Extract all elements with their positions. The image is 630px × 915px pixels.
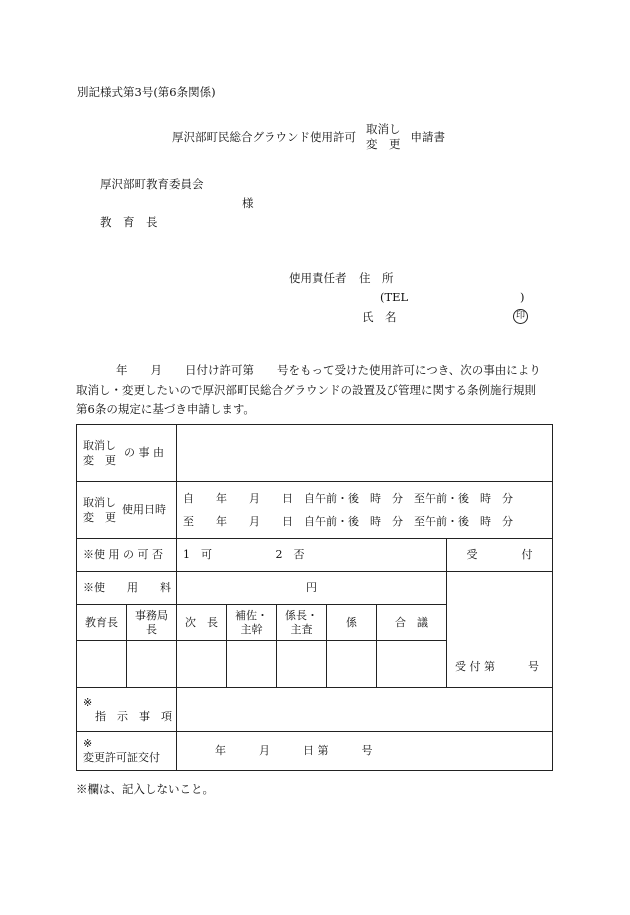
body-line-3: 第6条の規定に基づき申請します。 [76,402,255,416]
dates-label: 使用日時 [122,503,166,516]
stamp-head-deputy: 次 長 [177,605,227,641]
issuance-value: 年 月 日 第 号 [215,744,373,757]
title-option-cancel: 取消し [366,122,401,136]
fee-label: ※使 用 料 [77,572,177,605]
issuance-input[interactable] [177,732,553,771]
dates-label-cell [77,482,177,539]
stamp-head-section-chief [277,605,327,641]
receipt-stamp-cell [447,572,553,688]
date-from-row: 自 年 月 日 自午前・後 時 分 至午前・後 時 分 [183,492,513,505]
stamp-box-section-chief[interactable] [277,641,327,688]
tel-close: ) [520,290,525,304]
date-to-row: 至 年 月 日 自午前・後 時 分 至午前・後 時 分 [183,515,513,528]
stamp-box-assistant[interactable] [227,641,277,688]
reason-option-cancel: 取消し [83,439,116,452]
approval-no: 2 否 [275,548,305,561]
reason-option-change: 変 更 [83,454,116,467]
stamp-head-staff: 係 [327,605,377,641]
instructions-input[interactable] [177,688,553,732]
approval-yes: 1 可 [183,548,212,561]
reason-label-cell [77,425,177,482]
instructions-mark: ※ [83,695,93,709]
seal-circle: 印 [513,309,528,324]
title-main: 厚沢部町民総合グラウンド使用許可 [172,130,356,144]
reason-input[interactable] [177,425,553,482]
applicant-role: 使用責任者 [289,271,347,285]
stamp-box-consultation[interactable] [377,641,447,688]
stamp-head-assistant [227,605,277,641]
tel-open: (TEL [380,290,409,304]
form-number: 別記様式第3号(第6条関係) [77,85,216,99]
name-label: 氏 名 [362,310,397,324]
instructions-label-cell [77,688,177,732]
stamp-head-office-chief-2: 長 [146,622,157,636]
stamp-head-office-chief-1: 事務局 [135,608,168,622]
title-option-change: 変 更 [366,137,401,151]
stamp-head-section-chief-2: 主査 [290,622,313,636]
stamp-head-section-chief-1: 係長・ [285,608,318,622]
stamp-box-superintendent[interactable] [77,641,127,688]
fee-input[interactable] [177,572,447,605]
seal-mark [513,307,528,324]
form-title [172,122,445,152]
approval-options[interactable] [177,539,447,572]
body-line-1: 年 月 日付け許可第 号をもって受けた使用許可につき、次の事由により [116,363,541,377]
reason-label: の 事 由 [124,446,164,459]
receipt-number: 受 付 第 号 [455,660,539,673]
fee-unit: 円 [306,581,317,594]
title-tail: 申請書 [410,130,445,144]
addressee-org: 厚沢部町教育委員会 [100,177,204,191]
receipt-header: 受 付 [447,539,553,572]
approval-label: ※使 用 の 可 否 [77,539,177,572]
dates-input[interactable] [177,482,553,539]
issuance-label: 変更許可証交付 [83,751,160,764]
issuance-mark: ※ [83,737,93,750]
application-table [76,424,553,771]
addressee-position: 教 育 長 [100,215,158,229]
request-body [76,361,541,420]
dates-option-change: 変 更 [83,511,116,524]
stamp-head-assistant-1: 補佐・ [235,608,268,622]
dates-option-cancel: 取消し [83,496,116,509]
issuance-label-cell [77,732,177,771]
stamp-head-office-chief [127,605,177,641]
stamp-box-deputy[interactable] [177,641,227,688]
stamp-head-superintendent: 教育長 [77,605,127,641]
address-label: 住 所 [359,271,394,285]
instructions-label: 指 示 事 項 [95,709,172,723]
stamp-head-assistant-2: 主幹 [240,622,263,636]
footnote: ※欄は、記入しないこと。 [76,782,214,796]
stamp-head-consultation: 合 議 [377,605,447,641]
stamp-box-office-chief[interactable] [127,641,177,688]
addressee-honorific: 様 [242,196,254,210]
body-line-2: 取消し・変更したいので厚沢部町民総合グラウンドの設置及び管理に関する条例施行規則 [76,382,536,397]
stamp-box-staff[interactable] [327,641,377,688]
